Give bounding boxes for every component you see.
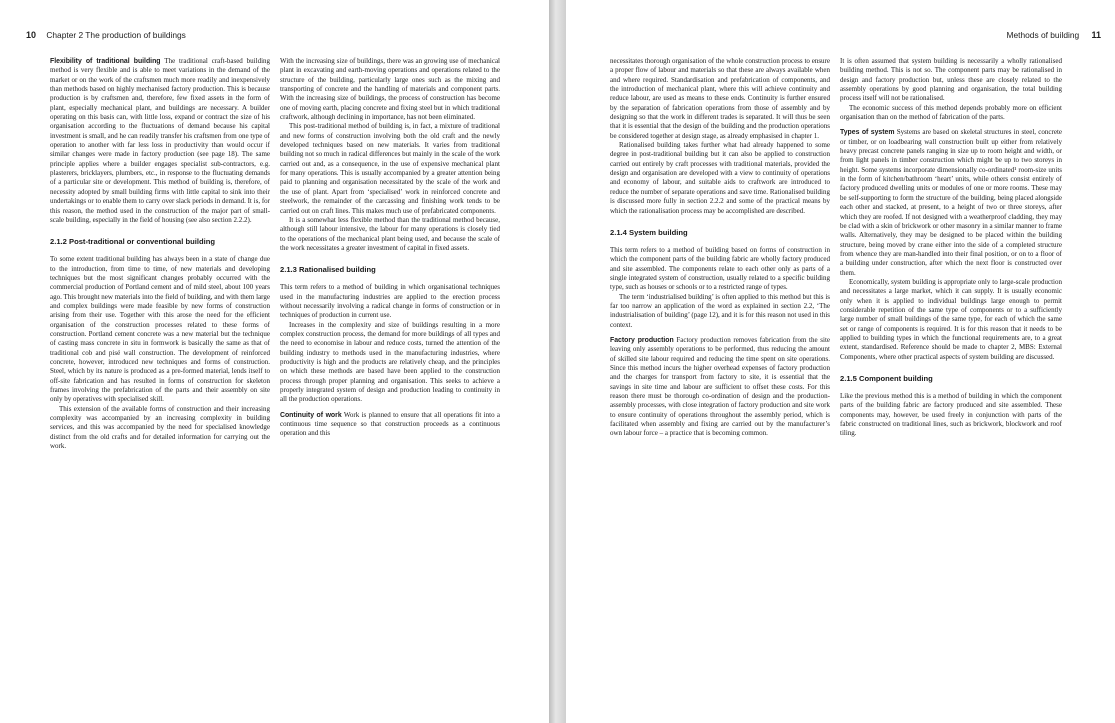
paragraph: This term refers to a method of building in which organisational techniques used in the manufacturing industries are applied to the erection process without necessarily involving a radical change in forms of construction or in techniques of production in current use. [280,283,500,320]
run-in-heading: Types of system [840,129,895,137]
page-number: 11 [1091,30,1101,40]
paragraph: This post-traditional method of building is, in fact, a mixture of traditional and new forms of construction involving both the old craft and the newly developed techniques based on new materials. It varies from traditional building not so much in radical differences but mainly in the scale of the work carried out and, as a consequence, in the use of expensive mechanical plant for many operations. This is usually accompanied by a greater attention being paid to planning and organisation necessitated by the scale of the work and the use of plant. Apart from ‘specialised’ work in reinforced concrete and steelwork, the remainder of the carcassing and finishing work tends to be carried out on craft lines. This makes much use of prefabricated components. [280,122,500,215]
section-heading: 2.1.3 Rationalised building [280,265,376,275]
run-in-heading: Flexibility of traditional building [50,58,161,65]
paragraph: Like the previous method this is a method of building in which the component parts of the building fabric are factory produced and site assembled. These components may, however, be used freely in conjunction with parts of the fabric constructed on traditional lines, such as brickwork, blockwork and roof tiling. [840,392,1062,438]
paragraph: To some extent traditional building has always been in a state of change due to the introduction, from time to time, of new materials and developing techniques but the most significant changes probably occurred with the commercial production of Portland cement and of mild steel, about 100 years ago. This brought new materials into the field of building, and with them large and complex buildings were made feasible by new forms of construction arising from their use. Together with this arose the need for the efficient organisation of the construction processes related to these forms of construction. Portland cement concrete was a new material but the technique of casting mass concrete in situ in formwork is basically the same as that of traditional cob and pisé wall construction. The development of reinforced concrete, however, introduced new techniques and forms of construction. Steel, which by its nature is produced as a pre-formed material, lends itself to off-site fabrication and has resulted in forms of construction for skeleton frames involving the prefabrication of the parts and their assembly on site only by operatives with specialised skill. [50,255,270,404]
page-number: 10 [26,30,37,40]
run-in-heading: Continuity of work [280,411,342,419]
paragraph: Factory production Factory production removes fabrication from the site leaving only assembly operations to be performed, thus reducing the amount of skilled site labour required and reducing the time spent on site operations. Since this method incurs the higher overhead expenses of factory production and the charges for transport from factory to site, it is essential that the savings in site time and labour are sufficient to offset these costs. For this reason there must be thorough co-ordination of design and the production-assembly processes, with close integration of factory production and site work to ensure continuity of operations throughout the assembly period, which is facilitated when assembly and fixing are carried out by the manufacturer’s own labour force – a practice that is becoming common. [610,335,830,438]
text-column [50,57,270,451]
left-page [0,0,549,723]
paragraph: Increases in the complexity and size of buildings resulting in a more complex construction process, the demand for more buildings of all types and the need to economise in labour and reduce costs, turned the attention of the building industry to methods used in the manufacturing industries, where productivity is high and the products are relatively cheap, and the principles on which these methods are based have been applied to the construction process through proper planning and organisation. This seeks to achieve a properly integrated system of design and production leading to continuity in all the production operations. [280,320,500,404]
paragraph: With the increasing size of buildings, there was an growing use of mechanical plant in excavating and earth-moving operations and operations related to the structure of the building, particularly large ones such as the mixing and transporting of concrete and the handling of materials and component parts. With the increasing size of buildings, the process of construction has become one of moving earth, placing concrete and fixing steel but in which traditional craftwork, although declining in importance, has not been eliminated. [280,57,500,122]
paragraph: It is often assumed that system building is necessarily a wholly rationalised building method. This is not so. The component parts may be rationalised in design and factory production but, unless these are closely related to the assembly operations by good planning and organisation, the total building process itself will not be rationalised. [840,57,1062,103]
text-column [840,57,1062,439]
text-column [610,57,830,439]
section-heading: 2.1.2 Post-traditional or conventional building [50,237,215,247]
section-heading: 2.1.4 System building [610,227,688,237]
run-in-heading: Factory production [610,336,674,344]
paragraph: Types of system Systems are based on skeletal structures in steel, concrete or timber, or on loadbearing wall construction built up either from relatively heavy precast concrete panels ranging in size up to room height and width, or from light panels in timber construction which might be up to two storeys in height. Some systems incorporate dimensionally co-ordinated¹ room-size units in the form of kitchen/bathroom ‘heart’ units, while others consist entirely of factory produced dwelling units or modules of one or more rooms. These may be self-supporting to form the structure of the building, being placed alongside each other and stacked, at present, to a height of two or three storeys, after which they are roofed. If not designed with a weatherproof cladding, they may be clad with a skin of brickwork or other masonry in a similar manner to frame walls. Alternatively, they may be designed to be placed within the building structure, being moved by crane either into the side of a completed structure from whence they are man-handled into their final position, or on to a floor of a building under construction, after which the next floor is constructed over them. [840,128,1063,277]
paragraph: This extension of the available forms of construction and their increasing complexity was accompanied by an increasing complexity in building services, and this was accompanied by the need for specialised knowledge distinct from the old crafts and for detailed information for carrying out the work. [50,404,270,451]
paragraph: This term refers to a method of building based on forms of construction in which the component parts of the building fabric are wholly factory produced and site assembled. The components relate to each other only as parts of a single integrated system of construction, usually related to a specific building type, such as houses or schools or to a restricted range of types. [610,245,830,292]
chapter-title: Chapter 2 The production of buildings [46,30,186,40]
paragraph: The economic success of this method depends probably more on efficient organisation than on the method of fabrication of the parts. [840,103,1062,122]
paragraph: Flexibility of traditional building The traditional craft-based building method is very flexible and is able to meet variations in the demand of the market or on the work of the craftsmen much more readily and inexpensively than methods based on highly mechanised factory production. This is because production is by craftsmen and, therefore, few fixed assets in the form of plant, especially mechanical plant, and buildings are necessary. A builder operating on this basis can, with little loss, expand or contract the size of his organisation according to the fluctuations of demand because his capital investment is small, and he can readily transfer his craftsmen from one type of operation to another with far less loss in productivity than would occur if similar changes were made in factory production (see page 18). The same principle applies where a builder engages specialist sub-contractors, e.g. plasterers, bricklayers, plumbers, etc., in response to the fluctuating demands of a particular site or development. This method of building is, therefore, of necessity adopted by small building firms with little capital to sink into their undertakings or to enable them to carry over slack periods in demand. It is, for this reason, the method used in the construction of the major part of small-scale building, especially in the field of housing (see also section 2.2.2). [50,57,271,224]
paragraph: The term ‘industrialised building’ is often applied to this method but this is far too narrow an application of the word as explained in section 2.2, ‘The industrialisation of building’ (page 12), and it is for this reason not used in this context. [610,292,830,329]
paragraph: It is a somewhat less flexible method than the traditional method because, although still labour intensive, the labour for many operations is closely tied to the operations of the mechanical plant being used, and because the scale of the work necessitates a greater investment of capital in fixed assets. [280,215,500,252]
section-heading: 2.1.5 Component building [840,374,933,383]
running-head-right [1007,30,1101,40]
right-page [566,0,1115,723]
section-title: Methods of building [1006,30,1080,40]
running-head-left [26,30,186,40]
paragraph: Rationalised building takes further what had already happened to some degree in post-traditional building but it can also be applied to construction carried out entirely by craft processes with traditional materials, provided the design and organisation are developed with a view to continuity of operations and economy of labour, and suitable aids to craftwork are introduced to reduce the number of separate operations and save time. Rationalised building is discussed more fully in section 2.2.2 and some of the practical means by which the rationalisation process may be accomplished are described. [610,141,830,215]
paragraph: Economically, system building is appropriate only to large-scale production and necessitates a large market, which it can supply. It is usually economic only when it is applied to individual buildings large enough to permit considerable repetition of the same type of components or to a sufficiently large number of small buildings of the same type, for each of which the same set or range of components is required. It is for this reason that it needs to be applied to building types in which the functional requirements are, to a great extent, standardised. Reference should be made to chapter 2, MBS: External Components, where other practical aspects of system building are discussed. [840,277,1062,361]
paragraph: necessitates thorough organisation of the whole construction process to ensure a proper flow of labour and materials so that these are always available when and where required. Standardisation and prefabrication of components, and the introduction of mechanical plant, where this will achieve continuity and reduce labour, are used as means to these ends. Continuity is further ensured by the separation of fabrication operations from those of assembly and by designing so that the work in different trades is separated. It will thus be seen that it is essential that the design of the building and the production operations be considered together at design stage, as already emphasised in chapter 1. [610,57,830,140]
page-gutter [549,0,566,723]
paragraph: Continuity of work Work is planned to ensure that all operations fit into a continuous time sequence so that construction proceeds as a continuous operation and this [280,410,501,438]
text-column [280,57,500,439]
